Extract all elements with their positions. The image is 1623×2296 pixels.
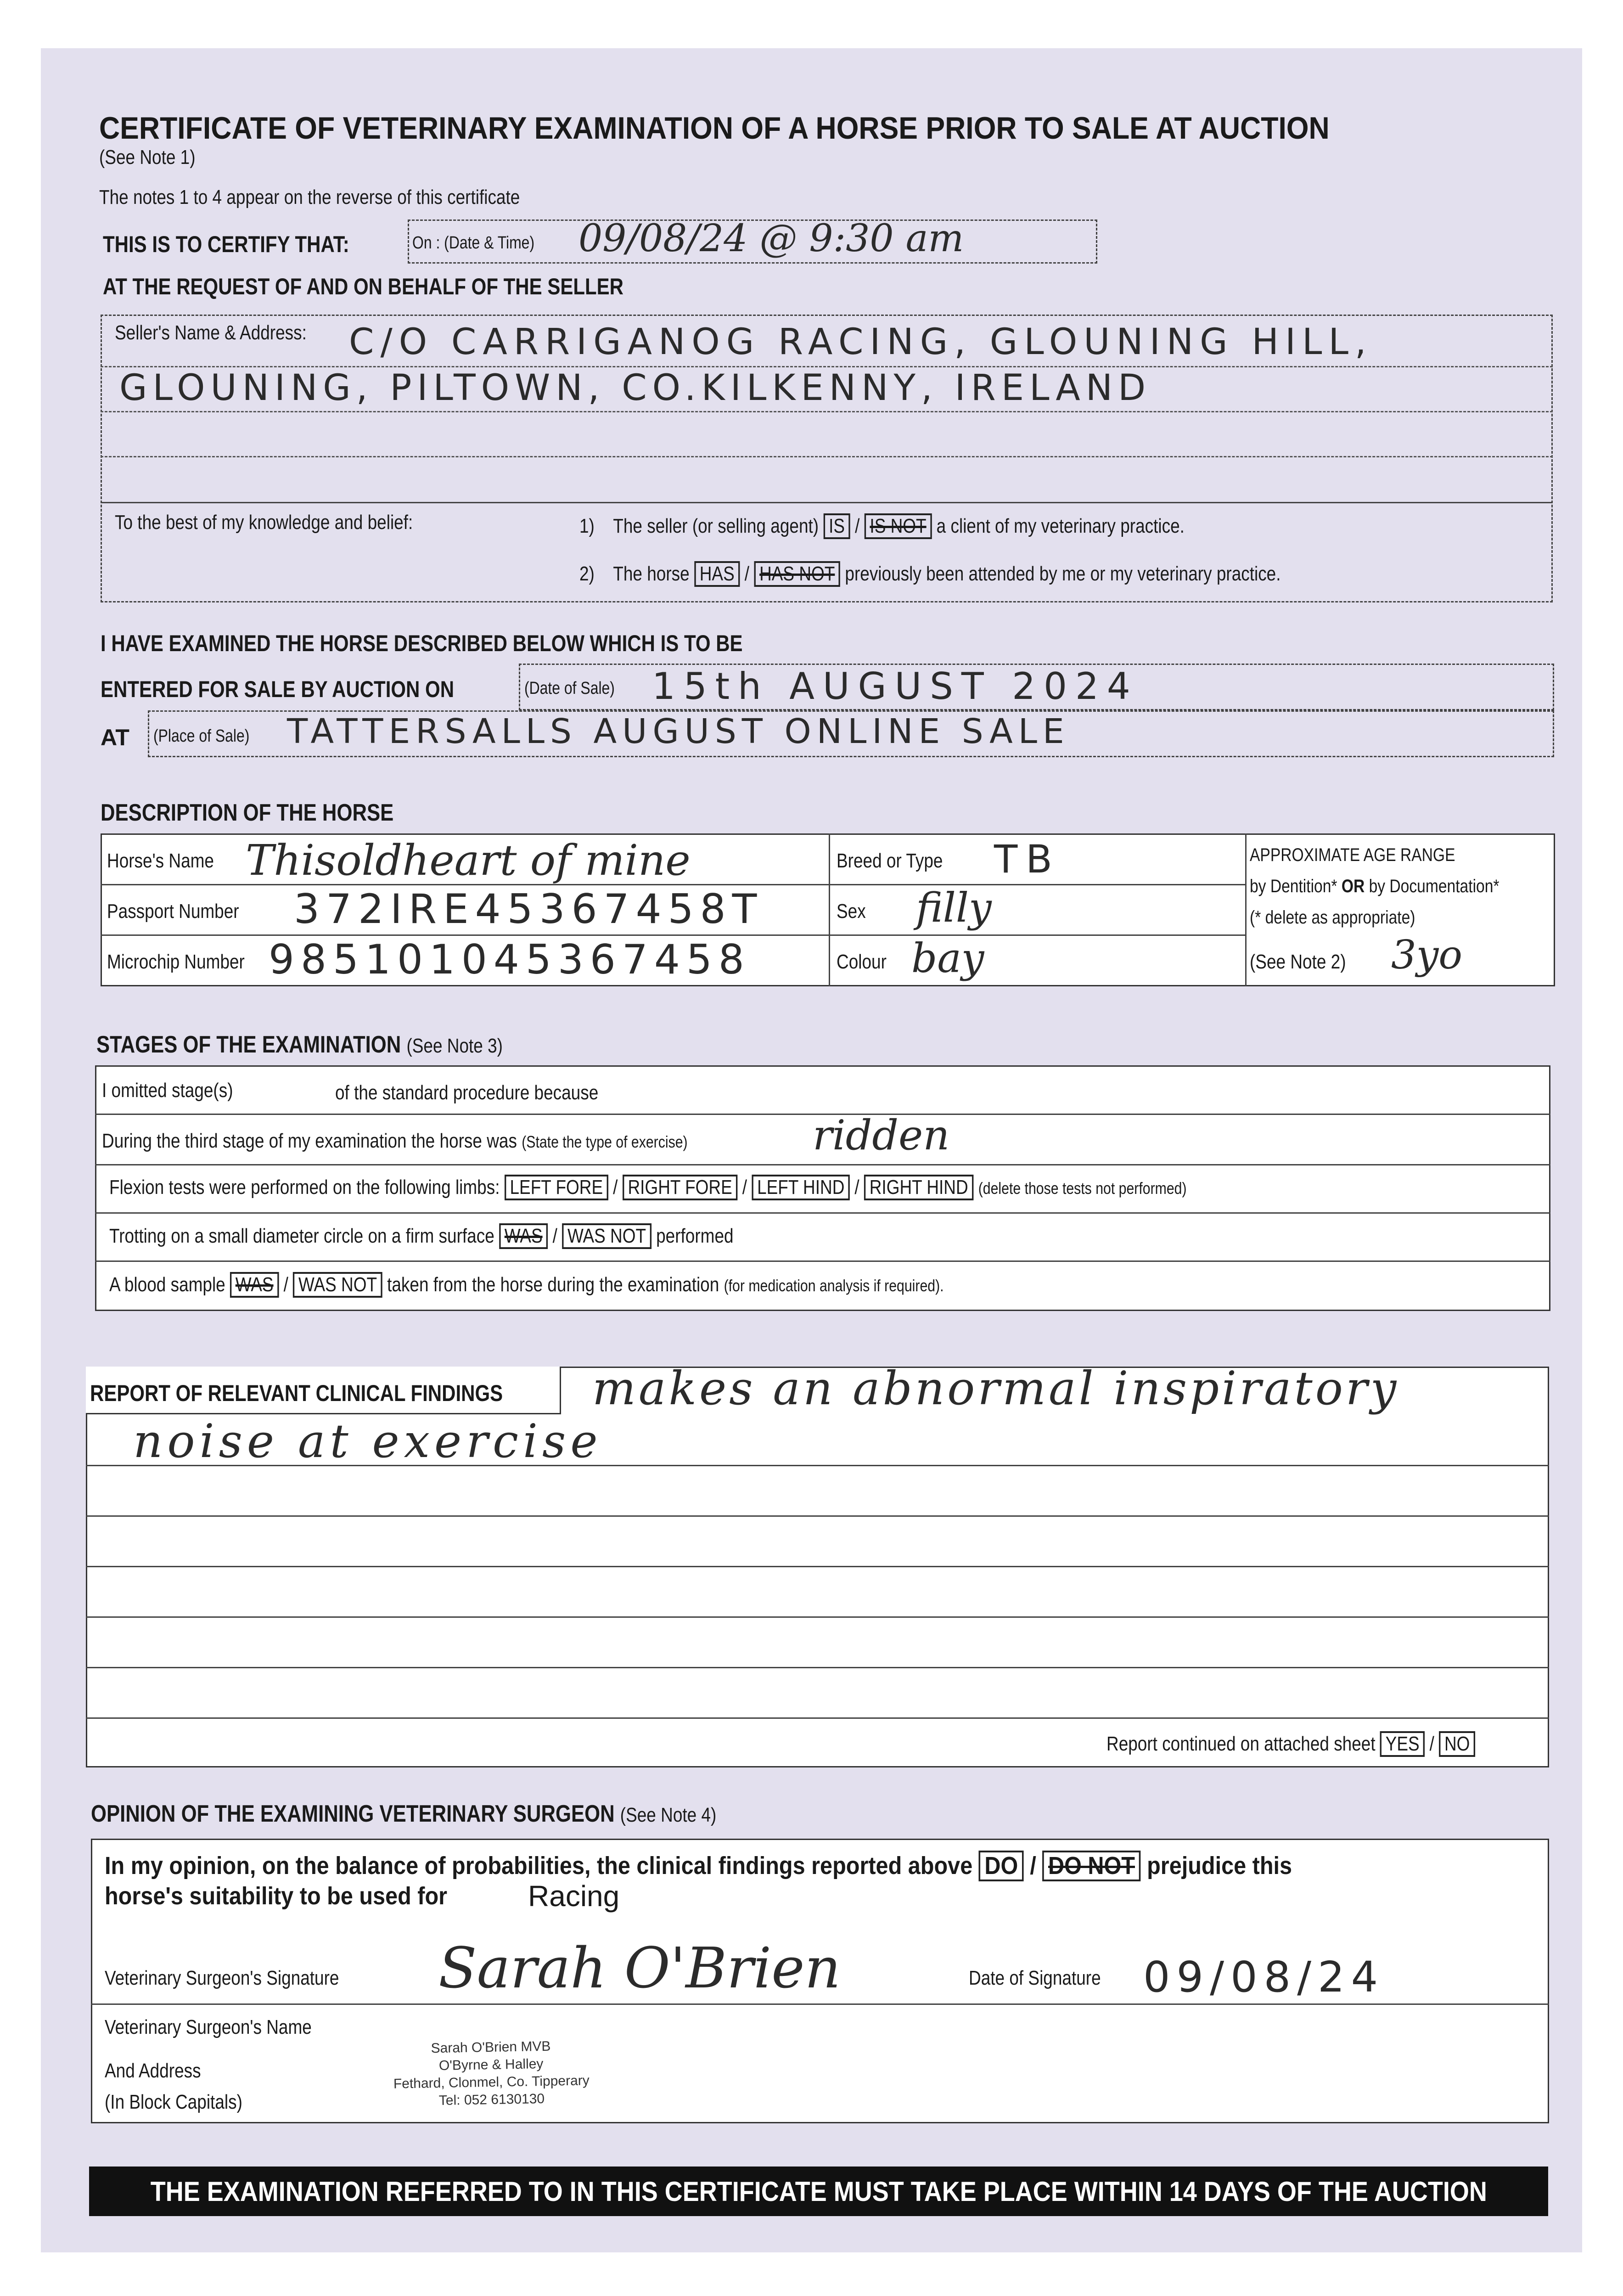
microchip-label [107, 951, 271, 974]
seller-rule-2 [101, 411, 1553, 412]
seller-label [115, 321, 343, 344]
third-stage-text [102, 1130, 688, 1153]
report-continued-no[interactable]: NO [1439, 1731, 1475, 1757]
opinion-statement-text [105, 1851, 1292, 1881]
block-capitals-label-text: (In Block Capitals) [105, 2091, 242, 2113]
microchip-label-text: Microchip Number [107, 951, 245, 973]
blood-was-not-option[interactable]: WAS NOT [293, 1272, 382, 1298]
omitted-post: of the standard procedure because [335, 1081, 599, 1104]
trot-sep: / [552, 1225, 557, 1247]
statement-2-sep: / [744, 563, 750, 585]
trot-was-not-option[interactable]: WAS NOT [562, 1223, 651, 1249]
statement-1-post: a client of my veterinary practice. [936, 515, 1185, 537]
vet-name-label [105, 2016, 351, 2039]
see-note-1 [99, 146, 213, 169]
seller-is-option[interactable]: IS [823, 513, 850, 539]
report-rule-3 [86, 1566, 1549, 1567]
vet-address-label [105, 2060, 219, 2082]
certificate-title [99, 110, 1437, 146]
passport-label [107, 900, 264, 923]
exam-datetime-value[interactable]: 09/08/24 @ 9:30 am [578, 217, 964, 260]
colour-value[interactable]: bay [911, 934, 984, 982]
report-rule-6 [86, 1717, 1549, 1719]
horse-has-option[interactable]: HAS [694, 561, 740, 587]
footer-text: THE EXAMINATION REFERRED TO IN THIS CERTIFICATE MUST TAKE PLACE WITHIN 14 DAYS OF THE AUCTION [150, 2176, 1487, 2207]
passport-value[interactable]: 372IRE45367458T [294, 885, 764, 933]
sale-place-label [153, 726, 268, 746]
stages-heading-bold: STAGES OF THE EXAMINATION [96, 1031, 401, 1058]
report-continued-label: Report continued on attached sheet [1106, 1733, 1376, 1755]
opinion-line2-text: horse's suitability to be used for [105, 1882, 448, 1910]
seller-is-not-option[interactable]: IS NOT [865, 513, 932, 539]
colour-label-text: Colour [837, 951, 887, 973]
sale-date-value[interactable]: 15th AUGUST 2024 [652, 665, 1139, 708]
blood-was-option[interactable]: WAS [230, 1272, 279, 1298]
flexion-left-fore[interactable]: LEFT FORE [505, 1175, 608, 1200]
signature-label-text: Veterinary Surgeon's Signature [105, 1967, 339, 1989]
age-range-method [1250, 871, 1499, 902]
breed-label-text: Breed or Type [837, 850, 943, 872]
at-label: AT [101, 725, 129, 750]
notes-line-text: The notes 1 to 4 appear on the reverse of this certificate [99, 186, 520, 208]
desc-col-rule-2 [1245, 833, 1247, 986]
entered-line [101, 676, 522, 703]
entered-line-text: ENTERED FOR SALE BY AUCTION ON [101, 676, 455, 702]
statement-1 [579, 513, 1300, 539]
opinion-text-post: prejudice this [1147, 1852, 1292, 1880]
report-heading-text: REPORT OF RELEVANT CLINICAL FINDINGS [90, 1380, 503, 1406]
report-heading [90, 1380, 581, 1407]
stages-rule-2 [95, 1164, 1550, 1165]
stages-rule-3 [95, 1212, 1550, 1214]
flexion-left-hind[interactable]: LEFT HIND [752, 1175, 850, 1200]
stamp-line-2: O'Byrne & Halley [438, 2056, 544, 2073]
sex-value[interactable]: filly [916, 884, 992, 931]
colour-label [837, 951, 896, 974]
trot-row-text [109, 1223, 734, 1249]
age-or: OR [1341, 876, 1365, 896]
opinion-sep: / [1030, 1852, 1036, 1880]
vet-stamp [390, 2037, 593, 2110]
sale-date-label-text: (Date of Sale) [524, 679, 615, 698]
opinion-heading [91, 1800, 836, 1828]
request-line [103, 273, 723, 300]
stages-heading-text [96, 1031, 503, 1058]
passport-label-text: Passport Number [107, 900, 239, 923]
age-by-documentation[interactable]: by Documentation* [1369, 876, 1499, 896]
trot-row [109, 1223, 853, 1249]
signature-date-label-text: Date of Signature [969, 1967, 1101, 1989]
see-note-text: (See Note 1) [99, 146, 196, 169]
blood-row [109, 1272, 1103, 1298]
flexion-right-hind[interactable]: RIGHT HIND [864, 1175, 973, 1200]
certify-label [103, 231, 396, 258]
blood-row-text [109, 1272, 944, 1298]
horse-name-value[interactable]: Thisoldheart of mine [246, 836, 691, 885]
opinion-rule-1 [91, 2003, 1549, 2005]
exam-datetime-label-text: On : (Date & Time) [412, 233, 535, 253]
opinion-heading-note: (See Note 4) [620, 1804, 717, 1826]
opinion-do-option[interactable]: DO [979, 1851, 1024, 1881]
seller-rule-3 [101, 456, 1553, 457]
sex-label [837, 900, 871, 923]
age-by-dentition[interactable]: by Dentition* [1250, 876, 1337, 896]
breed-label [837, 850, 963, 872]
flexion-row [109, 1175, 1392, 1200]
blood-sep: / [283, 1273, 288, 1296]
opinion-statement [105, 1851, 1424, 1881]
statement-2 [579, 561, 1414, 587]
flexion-row-text [109, 1175, 1187, 1200]
opinion-heading-bold: OPINION OF THE EXAMINING VETERINARY SURGEON [91, 1801, 615, 1827]
third-stage-value[interactable]: ridden [813, 1111, 950, 1159]
third-stage-note: (State the type of exercise) [522, 1132, 688, 1151]
omitted-label [102, 1079, 258, 1102]
seller-address-line1[interactable]: C/O CARRIGANOG RACING, GLOUNING HILL, [349, 321, 1373, 363]
age-note-label [1250, 951, 1364, 974]
blood-post: taken from the horse during the examination [387, 1273, 719, 1296]
description-heading-text: DESCRIPTION OF THE HORSE [101, 799, 394, 826]
flexion-label: Flexion tests were performed on the following limbs: [109, 1176, 500, 1199]
stages-heading [96, 1031, 580, 1058]
horse-name-label-text: Horse's Name [107, 850, 214, 872]
desc-col-rule-1 [829, 833, 830, 986]
sale-place-value[interactable]: TATTERSALLS AUGUST ONLINE SALE [287, 712, 1070, 751]
stamp-line-3: Fethard, Clonmel, Co. Tipperary [393, 2073, 590, 2092]
opinion-text-pre: In my opinion, on the balance of probabilities, the clinical findings reported above [105, 1852, 973, 1880]
statement-1-pre: The seller (or selling agent) [613, 515, 819, 537]
vet-signature[interactable]: Sarah O'Brien [438, 1936, 841, 2001]
vet-address-label-text: And Address [105, 2060, 201, 2082]
stages-rule-4 [95, 1261, 1550, 1262]
report-continued-row [1106, 1731, 1545, 1757]
opinion-heading-text [91, 1800, 716, 1828]
block-capitals-label [105, 2091, 269, 2114]
blood-label: A blood sample [109, 1273, 225, 1296]
stamp-line-4: Tel: 052 6130130 [438, 2091, 545, 2108]
trot-post: performed [656, 1225, 734, 1247]
omitted-reason [335, 1081, 648, 1104]
seller-label-text: Seller's Name & Address: [115, 321, 307, 344]
age-note-text: (See Note 2) [1250, 951, 1346, 973]
signature-date-value[interactable]: 09/08/24 [1143, 1953, 1385, 2002]
third-stage-label [102, 1130, 799, 1153]
statement-2-num: 2) [579, 563, 595, 585]
seller-rule-4 [101, 502, 1553, 503]
age-delete-note: (* delete as appropriate) [1250, 907, 1415, 928]
stamp-line-1: Sarah O'Brien MVB [431, 2038, 551, 2056]
report-rule-4 [86, 1616, 1549, 1618]
signature-date-label [969, 1967, 1126, 1990]
flexion-sep-2: / [742, 1176, 747, 1199]
statement-2-post: previously been attended by me or my veterinary practice. [845, 563, 1281, 585]
knowledge-label [115, 511, 470, 534]
report-continued-yes[interactable]: YES [1380, 1731, 1425, 1757]
description-heading [101, 799, 449, 827]
knowledge-label-text: To the best of my knowledge and belief: [115, 511, 413, 534]
report-line-2[interactable]: noise at exercise [133, 1414, 602, 1468]
sex-label-text: Sex [837, 900, 866, 923]
notes-line [99, 186, 600, 209]
blood-note: (for medication analysis if required). [724, 1276, 944, 1295]
trot-label: Trotting on a small diameter circle on a firm surface [109, 1225, 494, 1247]
trot-was-option[interactable]: WAS [499, 1223, 548, 1249]
report-line-1[interactable]: makes an abnormal inspiratory [592, 1362, 1399, 1415]
exam-datetime-label [412, 233, 558, 253]
title-text: CERTIFICATE OF VETERINARY EXAMINATION OF A HORSE PRIOR TO SALE AT AUCTION [99, 111, 1330, 146]
statement-1-num: 1) [579, 515, 595, 537]
flexion-sep-3: / [854, 1176, 859, 1199]
vet-name-label-text: Veterinary Surgeon's Name [105, 2016, 312, 2038]
flexion-sep-1: / [613, 1176, 618, 1199]
opinion-statement-line2 [105, 1882, 485, 1910]
stages-heading-note: (See Note 3) [406, 1035, 503, 1057]
report-rule-5 [86, 1667, 1549, 1668]
statement-1-text [579, 513, 1185, 539]
examined-line [101, 630, 865, 657]
flexion-note: (delete those tests not performed) [978, 1179, 1187, 1198]
microchip-value[interactable]: 985101045367458 [269, 936, 751, 983]
report-rule-2 [86, 1515, 1549, 1517]
age-range-heading: APPROXIMATE AGE RANGE [1250, 845, 1455, 865]
omitted-pre: I omitted stage(s) [102, 1079, 233, 1102]
opinion-do-not-option[interactable]: DO NOT [1042, 1851, 1140, 1881]
sale-place-label-text: (Place of Sale) [153, 726, 250, 746]
request-line-text: AT THE REQUEST OF AND ON BEHALF OF THE SELLER [103, 274, 623, 299]
statement-1-sep: / [855, 515, 860, 537]
flexion-right-fore[interactable]: RIGHT FORE [623, 1175, 738, 1200]
horse-name-label [107, 850, 234, 872]
report-continued-sep: / [1429, 1733, 1434, 1755]
signature-label [105, 1967, 384, 1990]
horse-has-not-option[interactable]: HAS NOT [754, 561, 840, 587]
age-value[interactable]: 3yo [1391, 932, 1463, 978]
breed-value[interactable]: TB [994, 837, 1061, 882]
third-stage-main: During the third stage of my examination the horse was [102, 1130, 517, 1152]
sale-date-label [524, 679, 632, 698]
age-range-block [1250, 839, 1547, 933]
opinion-use-value[interactable]: Racing [528, 1880, 620, 1913]
statement-2-text [579, 561, 1281, 587]
examined-line-text: I HAVE EXAMINED THE HORSE DESCRIBED BELOW WHICH IS TO BE [101, 630, 743, 656]
footer-banner [89, 2167, 1548, 2216]
seller-address-line2[interactable]: GLOUNING, PILTOWN, CO.KILKENNY, IRELAND [119, 367, 1151, 409]
statement-2-pre: The horse [613, 563, 690, 585]
certify-label-text: THIS IS TO CERTIFY THAT: [103, 231, 349, 257]
report-continued-text [1106, 1731, 1475, 1757]
